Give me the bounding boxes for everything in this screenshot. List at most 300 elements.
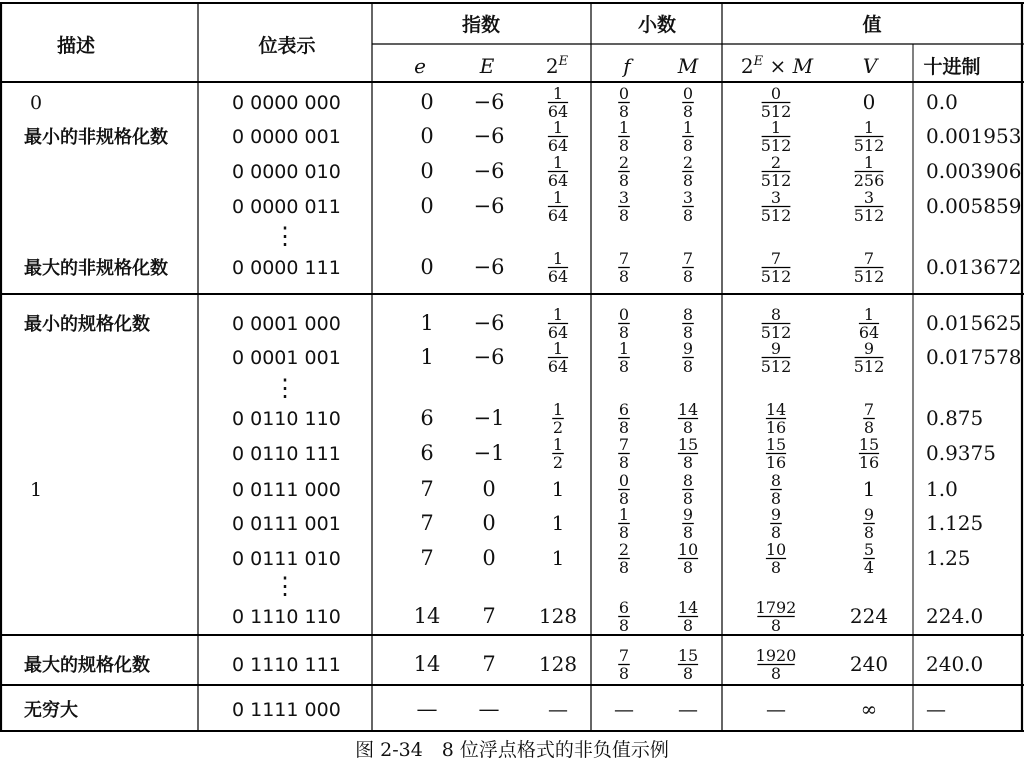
svg-text:256: 256	[853, 171, 885, 190]
row-decimal: 0.017578	[926, 345, 1022, 369]
row-e: 7	[420, 511, 434, 535]
svg-text:16: 16	[858, 453, 880, 472]
row-M	[682, 118, 694, 155]
header-bits: 位表示	[258, 35, 316, 57]
svg-text:1: 1	[863, 305, 875, 324]
row-f	[618, 305, 630, 342]
row-E: −6	[473, 345, 505, 369]
row-bits: 0 1111 000	[232, 699, 341, 721]
row-desc: 最小的非规格化数	[24, 127, 168, 148]
row-E: 0	[482, 477, 496, 501]
svg-text:8: 8	[618, 136, 630, 155]
row-decimal: —	[926, 697, 946, 721]
row-decimal: 0.001953	[926, 124, 1022, 148]
row-bits: 0 1110 110	[232, 606, 341, 628]
svg-text:512: 512	[760, 323, 792, 342]
svg-text:512: 512	[853, 136, 885, 155]
row-twoE	[548, 305, 568, 342]
svg-text:1: 1	[551, 546, 565, 570]
row-f	[618, 118, 630, 155]
row-V	[854, 188, 885, 225]
svg-text:8: 8	[682, 489, 694, 508]
row-V	[863, 90, 876, 114]
row-M	[678, 400, 698, 437]
row-E: 7	[482, 604, 496, 628]
svg-text:1: 1	[862, 477, 876, 501]
row-M	[682, 84, 694, 121]
svg-text:7: 7	[770, 249, 782, 268]
svg-text:1: 1	[682, 118, 694, 137]
svg-text:8: 8	[618, 357, 630, 376]
row-twoE	[552, 546, 565, 570]
row-e: 7	[420, 477, 434, 501]
svg-text:512: 512	[853, 357, 885, 376]
svg-text:5: 5	[863, 540, 875, 559]
svg-text:512: 512	[760, 171, 792, 190]
row-twoE	[539, 652, 577, 676]
header-decimal: 十进制	[923, 56, 981, 78]
svg-text:8: 8	[863, 523, 875, 542]
row-E: 7	[482, 652, 496, 676]
svg-text:8: 8	[682, 136, 694, 155]
svg-text:0: 0	[618, 305, 630, 324]
svg-text:8: 8	[618, 418, 630, 437]
row-V	[850, 604, 888, 628]
row-bits: 0 0000 011	[232, 196, 341, 218]
svg-text:1792: 1792	[755, 598, 797, 617]
row-f	[618, 339, 630, 376]
header-value-group: 值	[862, 14, 882, 36]
svg-text:512: 512	[760, 206, 792, 225]
row-decimal: 1.125	[926, 511, 984, 535]
svg-text:8: 8	[682, 102, 694, 121]
row-bits: 0 0000 010	[232, 161, 341, 183]
row-twoE	[548, 153, 568, 190]
row-e: —	[416, 697, 438, 721]
svg-text:1: 1	[552, 249, 564, 268]
svg-text:64: 64	[858, 323, 880, 342]
svg-text:512: 512	[760, 102, 792, 121]
figure-caption: 图 2-34 8 位浮点格式的非负值示例	[355, 739, 669, 761]
svg-text:8: 8	[618, 489, 630, 508]
svg-text:512: 512	[853, 267, 885, 286]
row-decimal: 0.875	[926, 406, 984, 430]
svg-text:8: 8	[682, 206, 694, 225]
svg-text:0: 0	[682, 84, 694, 103]
table-row	[24, 652, 983, 676]
svg-text:7: 7	[682, 249, 694, 268]
row-bits: 0 0001 001	[232, 347, 341, 369]
svg-text:2: 2	[552, 453, 564, 472]
svg-text:10: 10	[765, 540, 787, 559]
row-E: 0	[482, 511, 496, 535]
row-e: 7	[420, 546, 434, 570]
svg-text:1920: 1920	[755, 646, 797, 665]
table-row	[232, 546, 971, 570]
svg-text:64: 64	[547, 206, 569, 225]
row-twoEM	[766, 540, 786, 577]
svg-text:10: 10	[677, 540, 699, 559]
row-bits: 0 0111 001	[232, 513, 341, 535]
row-E: −6	[473, 311, 505, 335]
row-V	[863, 505, 875, 542]
svg-text:4: 4	[863, 558, 875, 577]
header-M: M	[677, 54, 699, 78]
svg-text:1: 1	[552, 400, 564, 419]
svg-text:0: 0	[862, 90, 876, 114]
svg-text:8: 8	[618, 558, 630, 577]
row-f	[618, 435, 630, 472]
svg-text:6: 6	[618, 400, 630, 419]
svg-text:128: 128	[538, 604, 578, 628]
row-M	[682, 505, 694, 542]
row-bits: 0 0110 110	[232, 408, 341, 430]
row-twoE	[548, 249, 568, 286]
svg-text:1: 1	[863, 118, 875, 137]
row-twoEM	[761, 339, 792, 376]
svg-text:8: 8	[618, 206, 630, 225]
row-bits: 0 0000 001	[232, 126, 341, 148]
table-row	[30, 90, 958, 114]
header-f: f	[623, 54, 631, 78]
row-V	[854, 153, 885, 190]
row-twoEM	[761, 188, 792, 225]
svg-text:8: 8	[682, 418, 694, 437]
row-bits: 0 0000 111	[232, 257, 341, 279]
row-f	[618, 646, 630, 683]
svg-text:2: 2	[770, 153, 782, 172]
row-e: 6	[420, 441, 434, 465]
vertical-ellipsis: ⋮	[273, 572, 297, 600]
svg-text:224: 224	[849, 604, 889, 628]
row-bits: 0 1110 111	[232, 654, 341, 676]
row-twoE	[548, 188, 568, 225]
row-bits: 0 0111 010	[232, 548, 341, 570]
row-f	[618, 540, 630, 577]
svg-text:1: 1	[552, 153, 564, 172]
row-e: 14	[413, 652, 441, 676]
svg-text:64: 64	[547, 357, 569, 376]
svg-text:1: 1	[618, 339, 630, 358]
svg-text:1: 1	[552, 305, 564, 324]
svg-text:8: 8	[863, 418, 875, 437]
svg-text:—: —	[548, 697, 568, 721]
svg-text:8: 8	[770, 489, 782, 508]
row-twoEM	[766, 435, 786, 472]
svg-text:—: —	[766, 697, 786, 721]
row-E: −6	[473, 159, 505, 183]
svg-text:7: 7	[618, 435, 630, 454]
svg-text:0: 0	[618, 84, 630, 103]
row-V	[854, 249, 885, 286]
row-twoE	[548, 697, 568, 721]
svg-text:2: 2	[682, 153, 694, 172]
row-E: −6	[473, 255, 505, 279]
row-f	[618, 505, 630, 542]
row-M	[678, 598, 698, 635]
row-V	[854, 339, 885, 376]
svg-text:1: 1	[552, 84, 564, 103]
row-desc: 0	[30, 92, 43, 114]
row-bits: 0 0000 000	[232, 92, 341, 114]
row-twoE	[548, 118, 568, 155]
row-twoE	[552, 435, 564, 472]
row-twoEM	[756, 646, 797, 683]
svg-text:64: 64	[547, 102, 569, 121]
svg-text:2: 2	[618, 540, 630, 559]
header-fraction-group: 小数	[637, 14, 677, 36]
svg-text:16: 16	[765, 418, 787, 437]
row-E: −6	[473, 194, 505, 218]
row-V	[863, 477, 876, 501]
row-twoE	[552, 477, 565, 501]
row-e: 0	[420, 255, 434, 279]
row-M	[678, 435, 698, 472]
row-E: −6	[473, 124, 505, 148]
row-twoE	[552, 511, 565, 535]
svg-text:9: 9	[770, 505, 782, 524]
svg-text:512: 512	[853, 206, 885, 225]
row-e: 1	[420, 311, 434, 335]
row-decimal: 0.013672	[926, 255, 1022, 279]
svg-text:128: 128	[538, 652, 578, 676]
svg-text:1: 1	[552, 435, 564, 454]
row-decimal: 224.0	[926, 604, 984, 628]
row-decimal: 1.25	[926, 546, 971, 570]
row-e: 0	[420, 124, 434, 148]
svg-text:8: 8	[770, 523, 782, 542]
row-f	[618, 84, 630, 121]
svg-text:2: 2	[552, 418, 564, 437]
vertical-ellipsis: ⋮	[273, 222, 297, 250]
row-e: 14	[413, 604, 441, 628]
svg-text:7: 7	[863, 249, 875, 268]
header-desc: 描述	[56, 35, 96, 57]
row-M	[682, 305, 694, 342]
row-M	[678, 540, 698, 577]
svg-text:3: 3	[682, 188, 694, 207]
row-twoE	[552, 400, 564, 437]
svg-text:64: 64	[547, 171, 569, 190]
table-row	[30, 477, 958, 501]
svg-text:1: 1	[551, 477, 565, 501]
svg-text:8: 8	[618, 664, 630, 683]
row-bits: 0 0110 111	[232, 443, 341, 465]
svg-text:64: 64	[547, 136, 569, 155]
svg-text:2: 2	[618, 153, 630, 172]
vertical-ellipsis: ⋮	[273, 374, 297, 402]
svg-text:8: 8	[618, 102, 630, 121]
svg-text:512: 512	[760, 136, 792, 155]
svg-text:15: 15	[677, 435, 699, 454]
svg-text:1: 1	[552, 339, 564, 358]
row-twoEM	[766, 697, 786, 721]
svg-text:0: 0	[770, 84, 782, 103]
row-M	[682, 471, 694, 508]
svg-text:8: 8	[682, 616, 694, 635]
row-twoEM	[761, 84, 792, 121]
row-E: −1	[473, 441, 505, 465]
svg-text:∞: ∞	[860, 697, 878, 721]
svg-text:8: 8	[682, 523, 694, 542]
row-e: 1	[420, 345, 434, 369]
row-V	[854, 118, 885, 155]
row-E: −1	[473, 406, 505, 430]
row-desc: 最大的规格化数	[24, 655, 150, 676]
row-decimal: 0.9375	[926, 441, 996, 465]
row-V	[863, 540, 875, 577]
header-E: E	[479, 54, 495, 78]
row-decimal: 1.0	[926, 477, 958, 501]
table-row	[232, 441, 996, 465]
row-bits: 0 0001 000	[232, 313, 341, 335]
svg-text:1: 1	[863, 153, 875, 172]
svg-text:64: 64	[547, 267, 569, 286]
row-V	[861, 697, 878, 721]
svg-text:3: 3	[770, 188, 782, 207]
row-decimal: 0.0	[926, 90, 958, 114]
row-V	[863, 400, 875, 437]
row-decimal: 0.005859	[926, 194, 1022, 218]
svg-text:8: 8	[770, 471, 782, 490]
row-twoE	[539, 604, 577, 628]
row-M	[678, 646, 698, 683]
row-e: 0	[420, 194, 434, 218]
svg-text:1: 1	[770, 118, 782, 137]
svg-text:512: 512	[760, 357, 792, 376]
svg-text:8: 8	[770, 305, 782, 324]
svg-text:—: —	[678, 697, 698, 721]
svg-text:1: 1	[618, 118, 630, 137]
svg-text:8: 8	[618, 523, 630, 542]
table-row	[24, 697, 946, 721]
row-V	[859, 435, 879, 472]
row-V	[859, 305, 879, 342]
row-decimal: 0.015625	[926, 311, 1022, 335]
svg-text:9: 9	[863, 339, 875, 358]
svg-text:6: 6	[618, 598, 630, 617]
svg-text:7: 7	[863, 400, 875, 419]
float-table	[0, 2, 1024, 733]
svg-text:3: 3	[618, 188, 630, 207]
row-M	[682, 153, 694, 190]
svg-text:64: 64	[547, 323, 569, 342]
row-decimal: 240.0	[926, 652, 984, 676]
header-exponent-group: 指数	[461, 14, 501, 36]
row-M	[682, 188, 694, 225]
row-twoEM	[770, 471, 782, 508]
svg-text:14: 14	[677, 400, 699, 419]
row-twoE	[548, 84, 568, 121]
row-E: −6	[473, 90, 505, 114]
svg-text:3: 3	[863, 188, 875, 207]
svg-text:8: 8	[770, 616, 782, 635]
row-twoEM	[761, 118, 792, 155]
row-twoE	[548, 339, 568, 376]
svg-text:9: 9	[682, 339, 694, 358]
svg-text:8: 8	[682, 664, 694, 683]
header-2E: $2^E$	[545, 54, 569, 78]
svg-text:8: 8	[618, 616, 630, 635]
row-M	[682, 339, 694, 376]
svg-text:8: 8	[682, 305, 694, 324]
row-V	[850, 652, 888, 676]
svg-text:16: 16	[765, 453, 787, 472]
row-M	[678, 697, 698, 721]
row-decimal: 0.003906	[926, 159, 1022, 183]
row-e: 6	[420, 406, 434, 430]
row-M	[682, 249, 694, 286]
header-V: V	[862, 54, 878, 78]
row-desc: 最大的非规格化数	[24, 258, 168, 279]
svg-text:8: 8	[682, 357, 694, 376]
row-desc: 无穷大	[24, 700, 78, 721]
svg-text:0: 0	[618, 471, 630, 490]
svg-text:8: 8	[618, 171, 630, 190]
svg-text:1: 1	[618, 505, 630, 524]
svg-text:9: 9	[770, 339, 782, 358]
svg-text:14: 14	[677, 598, 699, 617]
svg-text:8: 8	[682, 558, 694, 577]
svg-text:7: 7	[618, 646, 630, 665]
row-E: 0	[482, 546, 496, 570]
row-e: 0	[420, 159, 434, 183]
row-twoEM	[761, 153, 792, 190]
row-bits: 0 0111 000	[232, 479, 341, 501]
row-f	[618, 400, 630, 437]
row-f	[618, 188, 630, 225]
svg-text:8: 8	[618, 453, 630, 472]
svg-text:8: 8	[682, 453, 694, 472]
svg-text:—: —	[614, 697, 634, 721]
svg-text:9: 9	[682, 505, 694, 524]
svg-text:15: 15	[765, 435, 787, 454]
header-2E-times-M: $2^E \times M$	[740, 54, 814, 78]
svg-text:15: 15	[858, 435, 880, 454]
row-f	[618, 153, 630, 190]
svg-text:8: 8	[682, 171, 694, 190]
row-f	[614, 697, 634, 721]
row-f	[618, 471, 630, 508]
svg-text:1: 1	[552, 188, 564, 207]
svg-text:9: 9	[863, 505, 875, 524]
row-twoEM	[761, 249, 792, 286]
row-desc: 1	[30, 479, 43, 501]
svg-text:15: 15	[677, 646, 699, 665]
svg-text:14: 14	[765, 400, 787, 419]
svg-text:8: 8	[770, 664, 782, 683]
svg-text:7: 7	[618, 249, 630, 268]
row-e: 0	[420, 90, 434, 114]
row-twoEM	[766, 400, 786, 437]
svg-text:512: 512	[760, 267, 792, 286]
row-desc: 最小的规格化数	[24, 314, 150, 335]
svg-text:1: 1	[552, 118, 564, 137]
svg-text:1: 1	[551, 511, 565, 535]
row-f	[618, 598, 630, 635]
svg-text:8: 8	[682, 267, 694, 286]
svg-text:8: 8	[618, 323, 630, 342]
svg-text:8: 8	[682, 471, 694, 490]
row-twoEM	[761, 305, 792, 342]
svg-text:240: 240	[849, 652, 889, 676]
row-twoEM	[756, 598, 797, 635]
header-e: e	[414, 54, 426, 78]
row-twoEM	[770, 505, 782, 542]
row-f	[618, 249, 630, 286]
row-E: —	[478, 697, 500, 721]
svg-text:8: 8	[682, 323, 694, 342]
